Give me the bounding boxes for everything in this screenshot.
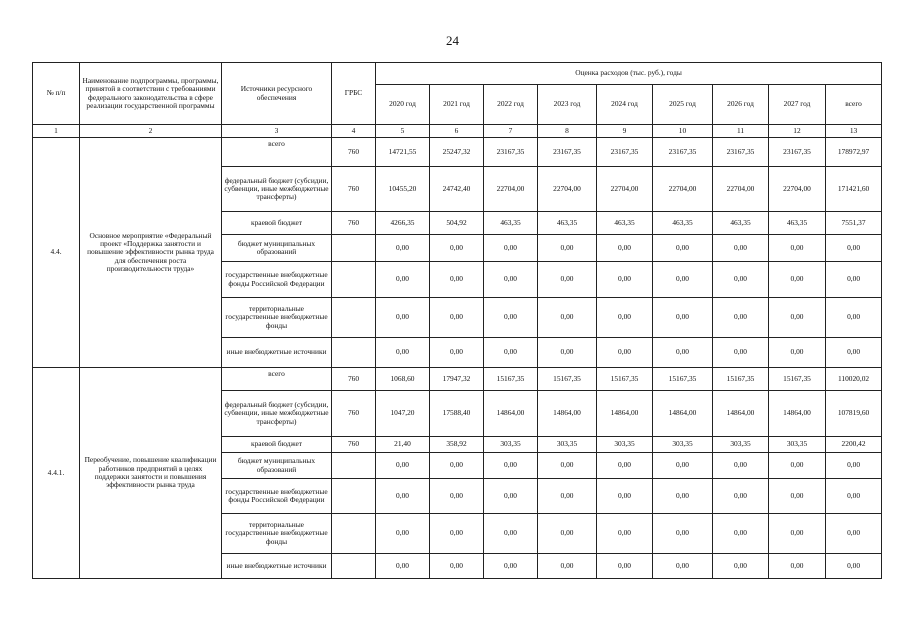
- year-value: 303,35: [484, 437, 538, 453]
- grbs-code: [332, 298, 376, 338]
- total-value: 0,00: [826, 453, 882, 479]
- year-value: 0,00: [538, 554, 597, 579]
- year-value: 0,00: [597, 298, 653, 338]
- item-number: 4.4.1.: [33, 368, 80, 579]
- table-body: [33, 138, 882, 579]
- budget-table: [32, 62, 882, 579]
- year-value: 14864,00: [713, 391, 769, 437]
- year-value: 0,00: [769, 235, 826, 262]
- year-value: 0,00: [430, 554, 484, 579]
- year-value: 463,35: [597, 212, 653, 235]
- header-year: 2026 год: [713, 85, 769, 125]
- year-value: 0,00: [769, 479, 826, 514]
- year-value: 15167,35: [597, 368, 653, 391]
- total-value: 7551,37: [826, 212, 882, 235]
- header-year: 2025 год: [653, 85, 713, 125]
- year-value: 0,00: [653, 479, 713, 514]
- year-value: 0,00: [484, 298, 538, 338]
- column-number: 6: [430, 125, 484, 138]
- year-value: 0,00: [769, 453, 826, 479]
- year-value: 0,00: [597, 554, 653, 579]
- grbs-code: 760: [332, 368, 376, 391]
- year-value: 463,35: [538, 212, 597, 235]
- year-value: 0,00: [538, 514, 597, 554]
- funding-source: государственные внебюджетные фонды Российской Федерации: [222, 262, 332, 298]
- grbs-code: [332, 235, 376, 262]
- year-value: 463,35: [484, 212, 538, 235]
- header-grbs: ГРБС: [332, 63, 376, 125]
- header-estimate: Оценка расходов (тыс. руб.), годы: [376, 63, 882, 85]
- year-value: 1068,60: [376, 368, 430, 391]
- year-value: 15167,35: [653, 368, 713, 391]
- year-value: 0,00: [538, 338, 597, 368]
- year-value: 0,00: [653, 298, 713, 338]
- year-value: 15167,35: [484, 368, 538, 391]
- year-value: 0,00: [713, 298, 769, 338]
- year-value: 0,00: [484, 235, 538, 262]
- year-value: 0,00: [769, 338, 826, 368]
- funding-source: федеральный бюджет (субсидии, субвенции, иные межбюджетные трансферты): [222, 391, 332, 437]
- funding-source: бюджет муниципальных образований: [222, 235, 332, 262]
- funding-source: иные внебюджетные источники: [222, 554, 332, 579]
- header-number: № п/п: [33, 63, 80, 125]
- funding-source: краевой бюджет: [222, 437, 332, 453]
- year-value: 0,00: [597, 338, 653, 368]
- year-value: 10455,20: [376, 167, 430, 212]
- year-value: 0,00: [538, 235, 597, 262]
- year-value: 0,00: [713, 514, 769, 554]
- year-value: 22704,00: [713, 167, 769, 212]
- total-value: 0,00: [826, 554, 882, 579]
- funding-source: всего: [222, 368, 332, 391]
- table-row: [33, 368, 882, 391]
- year-value: 0,00: [597, 479, 653, 514]
- year-value: 25247,32: [430, 138, 484, 167]
- table-row: [33, 138, 882, 167]
- year-value: 0,00: [653, 262, 713, 298]
- year-value: 22704,00: [653, 167, 713, 212]
- year-value: 0,00: [653, 514, 713, 554]
- header-year: 2022 год: [484, 85, 538, 125]
- year-value: 15167,35: [769, 368, 826, 391]
- year-value: 14864,00: [597, 391, 653, 437]
- year-value: 14864,00: [653, 391, 713, 437]
- year-value: 23167,35: [713, 138, 769, 167]
- year-value: 504,92: [430, 212, 484, 235]
- column-number: 5: [376, 125, 430, 138]
- year-value: 303,35: [769, 437, 826, 453]
- year-value: 14721,55: [376, 138, 430, 167]
- year-value: 0,00: [713, 453, 769, 479]
- year-value: 0,00: [484, 479, 538, 514]
- item-name: Переобучение, повышение квалификации работников предприятий в целях поддержки занятости и повышения эффективности рынка труда: [80, 368, 222, 579]
- year-value: 0,00: [430, 514, 484, 554]
- year-value: 14864,00: [538, 391, 597, 437]
- total-value: 0,00: [826, 298, 882, 338]
- year-value: 24742,40: [430, 167, 484, 212]
- year-value: 14864,00: [769, 391, 826, 437]
- header-total: всего: [826, 85, 882, 125]
- column-number: 8: [538, 125, 597, 138]
- column-number: 11: [713, 125, 769, 138]
- year-value: 303,35: [713, 437, 769, 453]
- funding-source: федеральный бюджет (субсидии, субвенции, иные межбюджетные трансферты): [222, 167, 332, 212]
- total-value: 0,00: [826, 514, 882, 554]
- year-value: 0,00: [713, 235, 769, 262]
- year-value: 0,00: [597, 453, 653, 479]
- item-name: Основное мероприятие «Федеральный проект «Поддержка занятости и повышение эффективности рынка труда для обеспечения роста производительности труда»: [80, 138, 222, 368]
- column-number: 4: [332, 125, 376, 138]
- year-value: 21,40: [376, 437, 430, 453]
- total-value: 171421,60: [826, 167, 882, 212]
- grbs-code: 760: [332, 437, 376, 453]
- funding-source: территориальные государственные внебюджетные фонды: [222, 298, 332, 338]
- header-year: 2027 год: [769, 85, 826, 125]
- column-number: 10: [653, 125, 713, 138]
- year-value: 0,00: [484, 453, 538, 479]
- grbs-code: 760: [332, 138, 376, 167]
- year-value: 0,00: [430, 453, 484, 479]
- total-value: 107819,60: [826, 391, 882, 437]
- funding-source: территориальные государственные внебюджетные фонды: [222, 514, 332, 554]
- year-value: 0,00: [713, 338, 769, 368]
- year-value: 0,00: [484, 554, 538, 579]
- year-value: 0,00: [538, 453, 597, 479]
- year-value: 22704,00: [597, 167, 653, 212]
- year-value: 0,00: [430, 479, 484, 514]
- column-number: 9: [597, 125, 653, 138]
- funding-source: краевой бюджет: [222, 212, 332, 235]
- year-value: 0,00: [484, 514, 538, 554]
- total-value: 0,00: [826, 235, 882, 262]
- year-value: 463,35: [769, 212, 826, 235]
- year-value: 17588,40: [430, 391, 484, 437]
- header-year: 2023 год: [538, 85, 597, 125]
- year-value: 0,00: [653, 554, 713, 579]
- year-value: 0,00: [653, 338, 713, 368]
- year-value: 463,35: [653, 212, 713, 235]
- header-sources: Источники ресурсного обеспечения: [222, 63, 332, 125]
- year-value: 0,00: [430, 262, 484, 298]
- year-value: 0,00: [538, 298, 597, 338]
- column-number: 2: [80, 125, 222, 138]
- grbs-code: [332, 554, 376, 579]
- year-value: 0,00: [769, 262, 826, 298]
- column-number: 3: [222, 125, 332, 138]
- year-value: 0,00: [376, 262, 430, 298]
- year-value: 0,00: [769, 514, 826, 554]
- year-value: 0,00: [376, 338, 430, 368]
- funding-source: всего: [222, 138, 332, 167]
- year-value: 0,00: [653, 453, 713, 479]
- total-value: 2200,42: [826, 437, 882, 453]
- header-year: 2020 год: [376, 85, 430, 125]
- grbs-code: [332, 514, 376, 554]
- year-value: 0,00: [430, 298, 484, 338]
- year-value: 0,00: [713, 554, 769, 579]
- year-value: 0,00: [713, 262, 769, 298]
- year-value: 23167,35: [484, 138, 538, 167]
- grbs-code: 760: [332, 167, 376, 212]
- year-value: 22704,00: [769, 167, 826, 212]
- grbs-code: 760: [332, 391, 376, 437]
- header-name: Наименование подпрограммы, программы, принятой в соответствии с требованиями федерального законодательства в сфере реализации государственной программы: [80, 63, 222, 125]
- year-value: 0,00: [376, 554, 430, 579]
- year-value: 14864,00: [484, 391, 538, 437]
- year-value: 17947,32: [430, 368, 484, 391]
- total-value: 110020,02: [826, 368, 882, 391]
- grbs-code: [332, 479, 376, 514]
- year-value: 0,00: [538, 262, 597, 298]
- year-value: 0,00: [597, 235, 653, 262]
- page-number: 24: [446, 33, 459, 48]
- header-year: 2024 год: [597, 85, 653, 125]
- funding-source: государственные внебюджетные фонды Российской Федерации: [222, 479, 332, 514]
- year-value: 0,00: [376, 235, 430, 262]
- year-value: 463,35: [713, 212, 769, 235]
- year-value: 0,00: [430, 235, 484, 262]
- year-value: 303,35: [597, 437, 653, 453]
- funding-source: бюджет муниципальных образований: [222, 453, 332, 479]
- year-value: 0,00: [484, 262, 538, 298]
- year-value: 0,00: [713, 479, 769, 514]
- grbs-code: [332, 338, 376, 368]
- column-number: 1: [33, 125, 80, 138]
- year-value: 0,00: [376, 514, 430, 554]
- funding-source: иные внебюджетные источники: [222, 338, 332, 368]
- year-value: 0,00: [597, 262, 653, 298]
- year-value: 303,35: [653, 437, 713, 453]
- year-value: 22704,00: [538, 167, 597, 212]
- grbs-code: 760: [332, 212, 376, 235]
- year-value: 0,00: [769, 554, 826, 579]
- total-value: 0,00: [826, 338, 882, 368]
- total-value: 0,00: [826, 479, 882, 514]
- year-value: 0,00: [430, 338, 484, 368]
- header-year: 2021 год: [430, 85, 484, 125]
- year-value: 1047,20: [376, 391, 430, 437]
- year-value: 4266,35: [376, 212, 430, 235]
- year-value: 0,00: [597, 514, 653, 554]
- year-value: 23167,35: [769, 138, 826, 167]
- year-value: 0,00: [653, 235, 713, 262]
- year-value: 23167,35: [538, 138, 597, 167]
- grbs-code: [332, 453, 376, 479]
- year-value: 0,00: [376, 453, 430, 479]
- year-value: 358,92: [430, 437, 484, 453]
- year-value: 23167,35: [653, 138, 713, 167]
- year-value: 15167,35: [538, 368, 597, 391]
- column-number: 7: [484, 125, 538, 138]
- year-value: 0,00: [376, 479, 430, 514]
- column-number: 13: [826, 125, 882, 138]
- total-value: 178972,97: [826, 138, 882, 167]
- year-value: 23167,35: [597, 138, 653, 167]
- year-value: 15167,35: [713, 368, 769, 391]
- year-value: 22704,00: [484, 167, 538, 212]
- year-value: 303,35: [538, 437, 597, 453]
- grbs-code: [332, 262, 376, 298]
- total-value: 0,00: [826, 262, 882, 298]
- year-value: 0,00: [769, 298, 826, 338]
- year-value: 0,00: [538, 479, 597, 514]
- item-number: 4.4.: [33, 138, 80, 368]
- column-number: 12: [769, 125, 826, 138]
- year-value: 0,00: [484, 338, 538, 368]
- year-value: 0,00: [376, 298, 430, 338]
